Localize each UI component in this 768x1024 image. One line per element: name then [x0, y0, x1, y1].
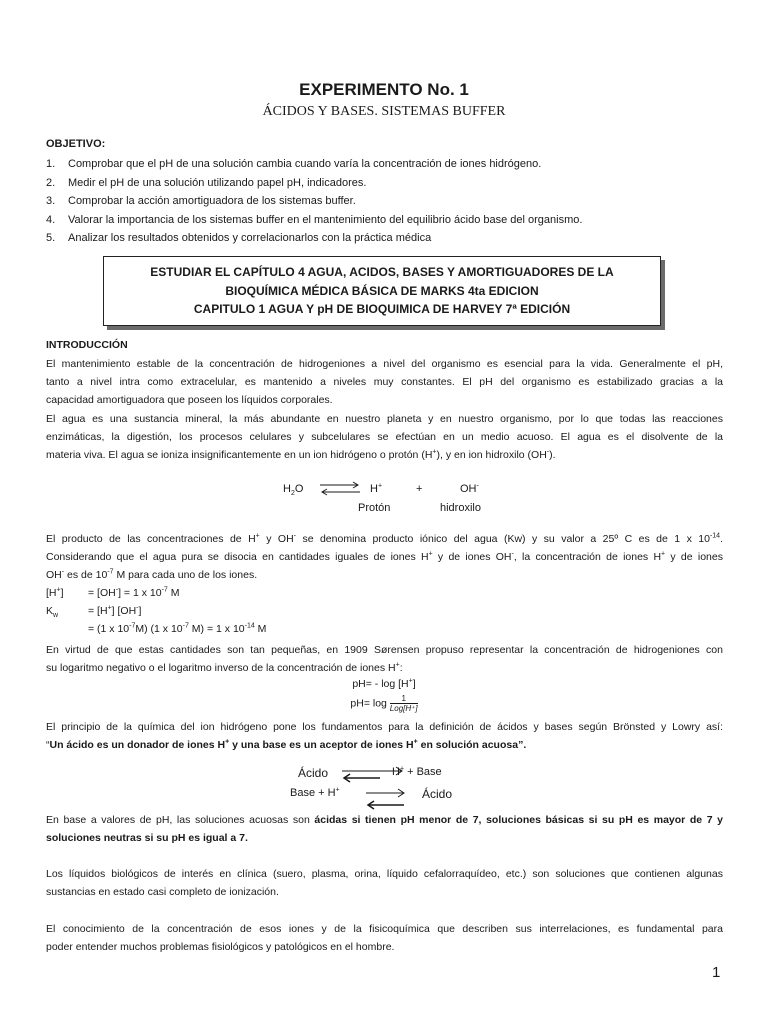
proton-label: Protón — [358, 502, 391, 514]
hydrogen-ion: H+ — [370, 482, 383, 495]
equilibrium-arrows-icon — [318, 481, 362, 497]
page-number: 1 — [712, 964, 721, 981]
objetivo-heading: OBJETIVO: — [46, 138, 106, 150]
study-notice-line: CAPITULO 1 AGUA Y pH DE BIOQUIMICA DE HARVEY 7ª EDICIÓN — [193, 302, 571, 316]
list-item: 3. Comprobar la acción amortiguadora de los sistemas buffer. — [46, 195, 356, 207]
kw-label: $K_w$ — [46, 605, 59, 620]
ph-values-paragraph: En base a valores de pH, las soluciones acuosas son ácidas si tienen pH menor de 7, soluciones básicas si su pH es mayor de 7 y soluciones neutras si su pH es igual a 7. — [46, 814, 723, 845]
list-item: 4. Valorar la importancia de los sistemas buffer en el mantenimiento del equilibrio ácido base del organismo. — [46, 213, 583, 226]
eq-kw: = [H+] [OH-] — [88, 604, 142, 617]
equilibrium-arrows-icon — [364, 786, 410, 812]
conocimiento-paragraph: El conocimiento de la concentración de esos iones y de la fisicoquímica que describen sus interrelaciones, es fundamental para poder entender muchos problemas fisiológicos y patológicos en el hombre. — [46, 923, 723, 954]
page-subtitle: ÁCIDOS Y BASES. SISTEMAS BUFFER — [262, 104, 506, 119]
plus-sign: + — [416, 483, 423, 495]
base-plus-h: Base + H+ — [290, 786, 340, 799]
eq-h-oh: = [OH-] = 1 x $10^{-7}$ M — [88, 586, 180, 599]
list-item: 1. Comprobar que el pH de una solución cambia cuando varía la concentración de iones hidrógeno. — [46, 158, 542, 170]
list-item: 5. Analizar los resultados obtenidos y correlacionarlos con la práctica médica — [46, 232, 432, 244]
intro-paragraph-1: El mantenimiento estable de la concentración de hidrogeniones a nivel del organismo es esencial para la vida. Generalmente el pH, tanto a nivel intra como extracelular, es mantenido a niveles muy constantes. El pH del organismo es estabilizado gracias a la capacidad amortiguadora que poseen los líquidos corporales. — [46, 358, 723, 407]
eq-kw-value: = (1 x $10^{-7}M$) (1 x $10^{-7}$ M) = 1 x $10^{-14}$ M — [88, 622, 267, 635]
introduccion-heading: INTRODUCCIÓN — [46, 339, 128, 351]
water-formula: $H_2O$ — [283, 483, 304, 498]
h-plus-base: H+ + Base — [392, 765, 442, 778]
study-notice-box — [103, 256, 661, 326]
liquidos-paragraph: Los líquidos biológicos de interés en clínica (suero, plasma, orina, líquido cefalorraquídeo, etc.) son soluciones que contienen algunas sustancias en estado casi completo de ionización. — [46, 868, 723, 899]
sorensen-paragraph: En virtud de que estas cantidades son tan pequeñas, en 1909 Sørensen propuso representar la concentración de hidrogeniones con su logaritmo negativo o el logaritmo inverso de la concentración de iones H+: — [46, 644, 723, 675]
study-notice-line: ESTUDIAR EL CAPÍTULO 4 AGUA, ACIDOS, BASES Y AMORTIGUADORES DE LA — [150, 265, 614, 279]
page-title: EXPERIMENTO No. 1 — [299, 80, 469, 99]
objetivo-list — [46, 155, 736, 248]
kw-paragraph: El producto de las concentraciones de H+ y OH- se denomina producto iónico del agua (Kw) y su valor a 25º C es de 1 x $10^{-14}$. Considerando que el agua pura se disocia en cantidades iguales de iones H+ y de iones OH-, la concentración de iones H+ y de iones OH- es de $10^{-7}$ M para cada uno de los iones. — [46, 532, 723, 582]
acido-label-2: Ácido — [422, 787, 453, 801]
h-label: [H+] — [46, 586, 64, 599]
hidroxilo-label: hidroxilo — [440, 502, 481, 514]
intro-paragraph-2: El agua es una sustancia mineral, la más abundante en nuestro planeta y en nuestro organismo, por lo que todas las reacciones enzimáticas, la digestión, los procesos celulares y subcelulares se efectúan en un medio acuoso. El agua es el disolvente de la materia viva. El agua se ioniza insignificantemente en un ion hidrógeno o protón (H+), y en ion hidroxilo (OH-). — [46, 413, 723, 462]
bronsted-paragraph: El principio de la química del ion hidrógeno pone los fundamentos para la definición de ácidos y bases según Brönsted y Lowry así: “Un ácido es un donador de iones H+ y una base es un aceptor de iones H+ en solución acuosa”. — [46, 721, 723, 752]
study-notice-line: BIOQUÍMICA MÉDICA BÁSICA DE MARKS 4ta EDICION — [225, 283, 539, 298]
hydroxyl-ion: OH- — [460, 482, 479, 495]
acido-label: Ácido — [298, 766, 329, 780]
list-item: 2. Medir el pH de una solución utilizando papel pH, indicadores. — [46, 176, 367, 189]
ph-equation-2: pH= log $\frac{1}{\text{Log[H⁺]}}$ — [350, 694, 418, 713]
ph-equation-1: pH= - log [H+] — [352, 677, 416, 690]
